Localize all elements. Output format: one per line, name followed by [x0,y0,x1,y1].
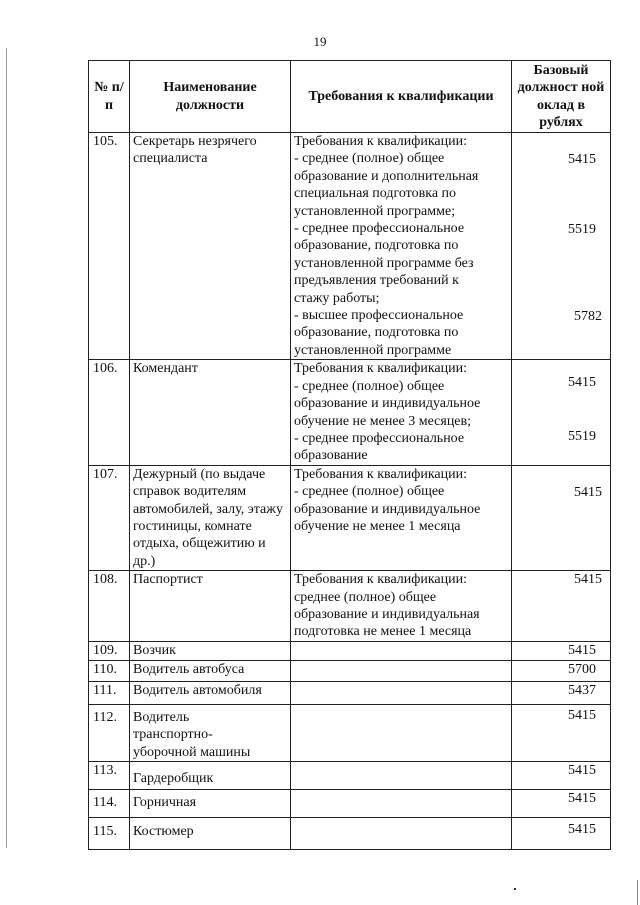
requirement-line: - среднее профессиональное [294,430,465,446]
row-number: 114. [89,790,130,818]
salary-value: 5415 [512,641,611,660]
row-number: 115. [89,818,130,850]
requirement-line: обучение не менее 1 месяца [294,518,461,534]
row-number: 109. [89,641,130,660]
salary-cell [512,360,611,465]
salary-cell [512,571,611,642]
table-row [89,660,611,681]
salary-value: 5415 [568,375,596,391]
salary-value: 5415 [568,152,596,167]
salary-value: 5415 [512,704,611,761]
salary-value: 5415 [574,572,602,588]
row-number: 111. [89,681,130,704]
requirements-cell [291,790,512,818]
salary-cell [512,465,611,570]
table-row [89,704,611,761]
requirement-line: подготовка не менее 1 месяца [294,624,472,640]
requirement-line: образование и индивидуальное [294,501,481,517]
requirements-cell [291,465,512,570]
requirement-line: Требования к квалификации: [294,572,467,588]
salary-value: 5415 [512,790,611,818]
requirement-line: образование, подготовка по [294,325,459,341]
scan-edge-line [6,48,7,848]
row-number: 113. [89,762,130,790]
requirement-line: образование, подготовка по [294,238,459,254]
header-salary: Базовый должност ной оклад в рублях [512,61,611,133]
header-num: № п/п [89,61,130,133]
position-name: Гардеробщик [130,762,291,790]
table-row [89,360,611,465]
position-name: Дежурный (по выдаче справок водителям автомобилей, залу, этажу гостиницы, комнате отдыха, общежитию и др.) [130,465,291,570]
requirement-line: - высшее профессиональное [294,308,464,324]
requirement-line: образование [294,448,368,464]
requirements-cell [291,818,512,850]
requirement-line: образование и дополнительная [294,168,479,184]
scan-edge-line-right [637,880,638,905]
table-row [89,133,611,360]
requirements-cell [291,660,512,681]
position-name: Костюмер [130,818,291,850]
table-row [89,681,611,704]
requirement-line: среднее (полное) общее [294,589,437,605]
salary-value: 5415 [512,762,611,790]
requirements-cell [291,704,512,761]
header-requirements: Требования к квалификации [291,61,512,133]
table-row [89,571,611,642]
salary-value: 5700 [512,660,611,681]
position-name: Горничная [130,790,291,818]
requirement-line: установленной программе [294,342,452,358]
requirement-line: установленной программе; [294,203,456,219]
row-number: 106. [89,360,130,465]
position-name: Водитель автобуса [130,660,291,681]
requirement-line: образование и индивидуальная [294,606,480,622]
requirement-line: - среднее профессиональное [294,221,465,237]
row-number: 108. [89,571,130,642]
salary-value: 5415 [512,818,611,850]
scan-speck [514,888,516,890]
requirements-cell [291,360,512,465]
salary-value: 5519 [568,429,596,445]
salary-cell [512,133,611,360]
position-name: Секретарь незрячего специалиста [130,133,291,360]
table-row [89,790,611,818]
requirement-line: образование и индивидуальное [294,396,481,412]
requirements-cell [291,681,512,704]
positions-table [88,60,611,850]
requirement-line: установленной программе без [294,255,474,271]
requirements-cell [291,133,512,360]
requirement-line: стажу работы; [294,290,380,306]
row-number: 105. [89,133,130,360]
position-name: Водитель автомобиля [130,681,291,704]
table-row [89,762,611,790]
salary-value: 5437 [512,681,611,704]
row-number: 107. [89,465,130,570]
position-name: Водитель транспортно-уборочной машины [130,704,291,761]
row-number: 110. [89,660,130,681]
table-row [89,641,611,660]
position-name: Возчик [130,641,291,660]
table-row [89,465,611,570]
row-number: 112. [89,704,130,761]
page-number: 19 [313,34,327,49]
requirements-cell [291,762,512,790]
salary-value: 5519 [568,222,596,237]
requirement-line: Требования к квалификации: [294,466,467,482]
position-name: Паспортист [130,571,291,642]
requirement-line: специальная подготовка по [294,186,457,202]
position-name: Комендант [130,360,291,465]
requirement-line: предъявления требований к [294,273,459,289]
requirements-cell [291,571,512,642]
requirement-line: Требования к квалификации: [294,361,467,377]
requirement-line: - среднее (полное) общее [294,484,445,500]
table-header-row [89,61,611,133]
salary-value: 5782 [574,309,602,324]
requirement-line: - среднее (полное) общее [294,378,445,394]
requirement-line: - среднее (полное) общее [294,151,445,167]
salary-value: 5415 [574,484,602,500]
header-position-name: Наименование должности [130,61,291,133]
requirement-line: Требования к квалификации: [294,134,467,149]
requirements-cell [291,641,512,660]
requirement-line: обучение не менее 3 месяцев; [294,413,472,429]
table-row [89,818,611,850]
